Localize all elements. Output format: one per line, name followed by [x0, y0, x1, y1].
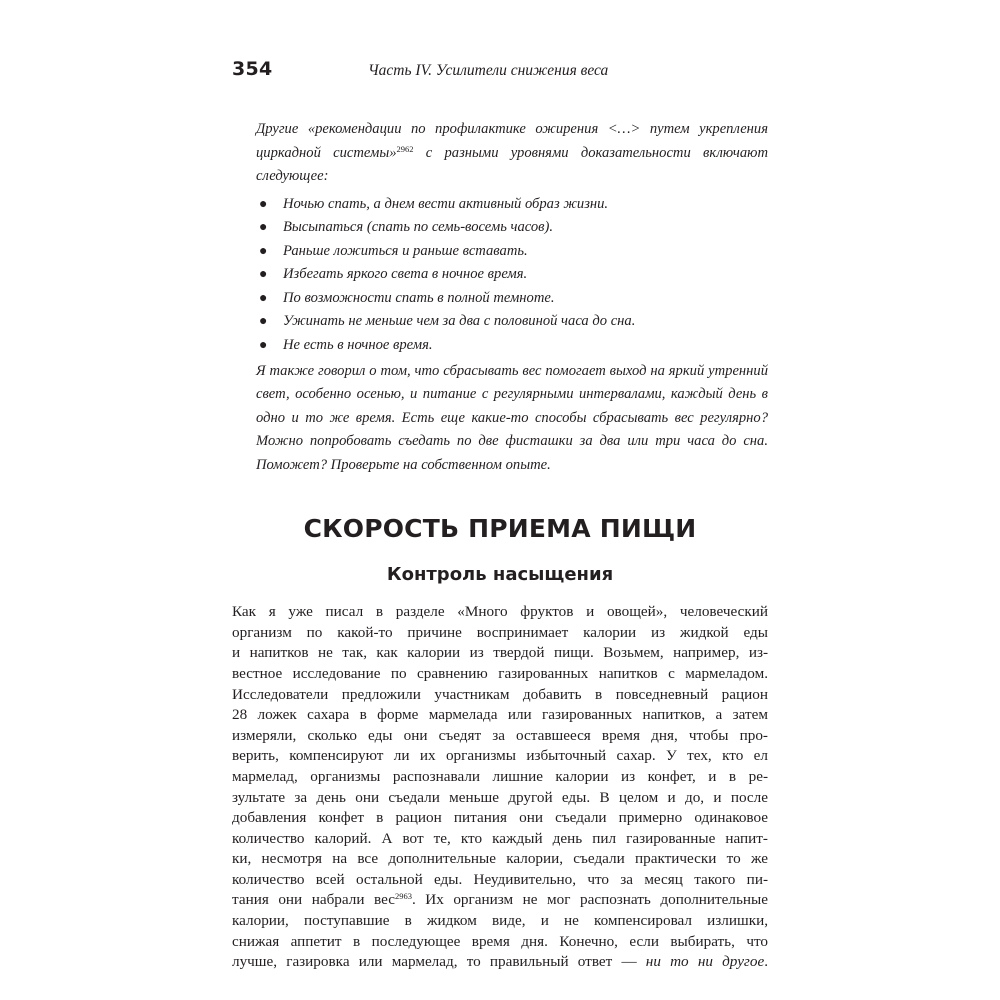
- bullet-icon: ●: [259, 243, 268, 259]
- list-item-text: По возможности спать в полной темноте.: [283, 289, 555, 306]
- bullet-icon: ●: [259, 314, 268, 330]
- body-line: 28 ложек сахара в форме мармелада или газированных напитков, а затем: [232, 706, 768, 724]
- body-line: Исследователи предложили участникам добавить в повседневный рацион: [232, 685, 768, 703]
- bullet-icon: ●: [259, 267, 268, 283]
- aside-intro-text: Другие «рекомендации по профилактике ожирения <…> путем укрепления циркадной системы»: [256, 121, 768, 161]
- running-head: [232, 58, 768, 88]
- book-page: [232, 58, 768, 973]
- bullet-icon: ●: [259, 290, 268, 306]
- list-item-text: Не есть в ночное время.: [283, 337, 433, 354]
- body-line: количество калорий. А вот те, кто каждый день пил газированные напит-: [232, 829, 768, 847]
- aside-intro-text-end: с разными уровнями доказательности включают следующее:: [256, 144, 768, 184]
- body-line-last: [232, 952, 768, 973]
- list-item: [256, 193, 768, 217]
- list-item: [256, 334, 768, 358]
- list-item: [256, 310, 768, 334]
- list-item-text: Высыпаться (спать по семь-восемь часов).: [283, 219, 554, 236]
- body-line-with-footnote: [232, 890, 768, 911]
- list-item-text: Ночью спать, а днем вести активный образ жизни.: [283, 195, 609, 212]
- body-line: вестное исследование по сравнению газированных напитков с мармеладом.: [232, 664, 768, 682]
- recommendation-list: [256, 193, 768, 358]
- body-line: количество всей остальной еды. Неудивительно, что за месяц такого пи-: [232, 870, 768, 888]
- body-line-text: лучше, газировка или мармелад, то правильный ответ —: [232, 953, 646, 971]
- list-item-text: Раньше ложиться и раньше вставать.: [283, 242, 528, 259]
- list-item-text: Избегать яркого света в ночное время.: [283, 266, 528, 283]
- list-item-text: Ужинать не меньше чем за два с половиной часа до сна.: [283, 313, 636, 330]
- body-line: мармелад, организмы распознавали лишние калории из конфет, и в ре-: [232, 767, 768, 785]
- body-line: верить, компенсируют ли их организмы избыточный сахар. У тех, кто ел: [232, 747, 768, 765]
- section-title: СКОРОСТЬ ПРИЕМА ПИЩИ: [303, 514, 697, 544]
- bullet-icon: ●: [259, 338, 268, 354]
- bullet-icon: ●: [259, 220, 268, 236]
- body-line: измеряли, сколько еды они съедят за оставшееся время дня, чтобы про-: [232, 726, 768, 744]
- body-line: снижая аппетит в последующее время дня. Конечно, если выбирать, что: [232, 932, 768, 950]
- subsection-title: Контроль насыщения: [386, 564, 614, 586]
- bullet-icon: ●: [259, 196, 268, 212]
- body-line: ки, несмотря на все дополнительные калории, съедали практически то же: [232, 850, 768, 868]
- aside-block: [256, 118, 768, 477]
- body-line-text-end: . Их организм не мог распознать дополнительные: [411, 891, 768, 909]
- list-item: [256, 216, 768, 240]
- footnote-ref: 2963: [394, 891, 412, 902]
- list-item: [256, 287, 768, 311]
- aside-closing: Я также говорил о том, что сбрасывать вес помогает выход на яркий утренний свет, особенно осенью, и питание с регулярными интервалами, каждый день в одно и то же время. Есть еще какие-то способы сбрасывать вес регулярно? Можно попробовать съедать по две фисташки за два или три часа до сна. Поможет? Проверьте на собственном опыте.: [256, 362, 768, 473]
- body-line: Как я уже писал в разделе «Много фруктов и овощей», человеческий: [232, 603, 768, 621]
- running-head-title: Часть IV. Усилители снижения веса: [368, 62, 609, 79]
- list-item: [256, 240, 768, 264]
- body-line: и напитков не так, как калории из твердой пищи. Возьмем, например, из-: [232, 644, 768, 662]
- body-line: организм по какой-то причине воспринимает калории из жидкой еды: [232, 623, 768, 641]
- body-line-text: тания они набрали вес: [232, 891, 395, 909]
- list-item: [256, 263, 768, 287]
- body-paragraph: [232, 602, 768, 973]
- body-line: добавления конфет в рацион питания они съедали примерно одинаковое: [232, 809, 768, 827]
- body-line: калории, поступавшие в жидком виде, и не компенсировал излишки,: [232, 912, 768, 930]
- emphasis-text: ни то ни другое: [645, 953, 765, 971]
- body-line-end: .: [764, 953, 768, 971]
- footnote-ref: 2962: [396, 143, 414, 154]
- body-line: зультате за день они съедали меньше другой еды. В целом и до, и после: [232, 788, 768, 806]
- page-number: 354: [232, 58, 273, 80]
- aside-intro: [256, 118, 768, 189]
